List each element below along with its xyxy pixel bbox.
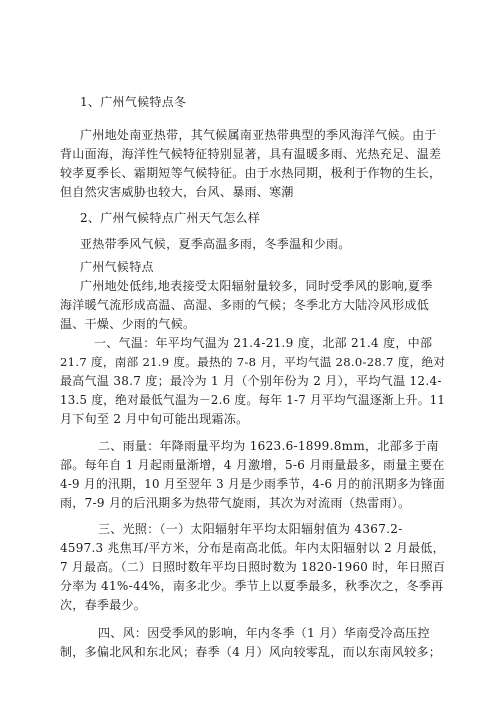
rainfall-paragraph-line: 4-9 月的汛期，10 月至翌年 3 月是少雨季节，4-6 月的前汛期多为锋面	[60, 477, 445, 491]
sunshine-paragraph-line: 7 月最高。（二）日照时数年平均日照时数为 1820-1960 时，年日照百	[60, 560, 446, 574]
section1-paragraph-line: 背山面海，海洋性气候特征特别显著，具有温暖多雨、光热充足、温差	[60, 147, 442, 161]
temperature-paragraph-line: 最高气温 38.7 度；最冷为 1 月（个别年份为 2 月），平均气温 12.4-	[60, 374, 442, 388]
sunshine-paragraph-line: 三、光照：（一）太阳辐射年平均太阳辐射值为 4367.2-	[98, 522, 403, 536]
temperature-paragraph-line: 13.5 度，绝对最低气温为－2.6 度。每年 1-7 月平均气温逐渐上升。11	[60, 393, 446, 407]
temperature-paragraph-line: 一、气温：年平均气温为 21.4-21.9 度，北部 21.4 度，中部	[94, 336, 433, 350]
section1-paragraph-line: 但自然灾害威胁也较大，台风、暴雨、寒潮	[60, 185, 294, 199]
sunshine-paragraph-line: 4597.3 兆焦耳/平方米，分布是南高北低。年内太阳辐射以 2 月最低，	[60, 541, 445, 555]
intro-paragraph-line: 广州地处低纬,地表接受太阳辐射量较多，同时受季风的影响,夏季	[80, 279, 433, 293]
section2-heading: 2、广州气候特点广州天气怎么样	[80, 211, 261, 225]
wind-paragraph-line: 四、风：因受季风的影响，年内冬季（1 月）华南受冷高压控	[98, 626, 430, 640]
intro-paragraph-line: 海洋暖气流形成高温、高湿、多雨的气候；冬季北方大陆冷风形成低	[60, 298, 430, 312]
intro-paragraph-line: 温、干燥、少雨的气候。	[60, 317, 196, 331]
section1-paragraph-line: 较孝夏季长、霜期短等气候特征。由于水热同期，极利于作物的生长，	[60, 166, 442, 180]
section2-summary: 亚热带季风气候，夏季高温多雨，冬季温和少雨。	[80, 237, 351, 251]
rainfall-paragraph-line: 部。每年自 1 月起雨量渐增，4 月激增，5-6 月雨量最多，雨量主要在	[60, 458, 445, 472]
temperature-paragraph-line: 21.7 度，南部 21.9 度。最热的 7-8 月，平均气温 28.0-28.7 度，绝对	[60, 355, 446, 369]
temperature-paragraph-line: 月下旬至 2 月中旬可能出现霜冻。	[60, 412, 249, 426]
rainfall-paragraph-line: 二、雨量：年降雨量平均为 1623.6-1899.8mm，北部多于南	[98, 439, 439, 453]
rainfall-paragraph-line: 雨，7-9 月的后汛期多为热带气旋雨，其次为对流雨（热雷雨）。	[60, 496, 411, 510]
section1-heading: 1、广州气候特点冬	[80, 95, 187, 109]
sunshine-paragraph-line: 次，春季最少。	[60, 598, 147, 612]
section2-subheading: 广州气候特点	[80, 260, 154, 274]
sunshine-paragraph-line: 分率为 41%-44%，南多北少。季节上以夏季最多，秋季次之，冬季再	[60, 579, 444, 593]
section1-paragraph-line: 广州地处南亚热带，其气候属南亚热带典型的季风海洋气候。由于	[80, 128, 437, 142]
wind-paragraph-line: 制，多偏北风和东北风；春季（4 月）风向较零乱，而以东南风较多；	[60, 645, 442, 659]
